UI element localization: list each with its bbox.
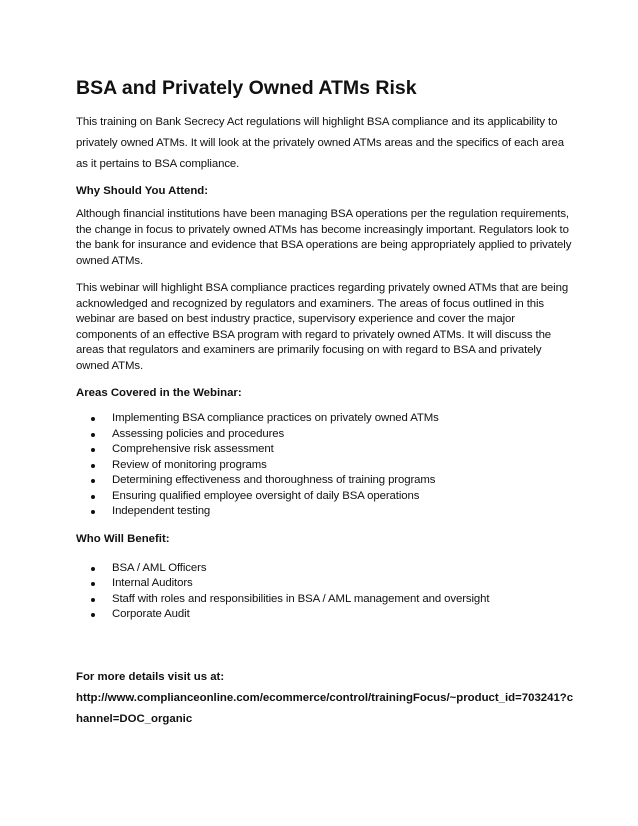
bullet-icon xyxy=(91,433,95,437)
bullet-icon xyxy=(91,582,95,586)
bullet-icon xyxy=(91,598,95,602)
intro-paragraph: This training on Bank Secrecy Act regulations will highlight BSA compliance and its applicability to privately owned ATMs. It will look at the privately owned ATMs areas and the specifics of each area as it pertains to BSA compliance. xyxy=(76,116,564,170)
list-item xyxy=(76,458,576,474)
section-spacer xyxy=(76,635,576,667)
list-item xyxy=(76,411,576,427)
areas-covered-list xyxy=(76,411,576,520)
list-item-text: Review of monitoring programs xyxy=(112,458,267,471)
why-attend-paragraph-2: This webinar will highlight BSA compliance practices regarding privately owned ATMs that are being acknowledged and recognized by regulators and examiners. The areas of focus outlined in this webinar are based on best industry practice, supervisory experience and cover the major components of an effective BSA program with regard to privately owned ATMs. It will discuss the areas that regulators and examiners are primarily focusing on with regard to BSA and privately owned ATMs. xyxy=(76,282,569,372)
why-attend-paragraph-1: Although financial institutions have been managing BSA operations per the regulation requirements, the change in focus to privately owned ATMs has become increasingly important. Regulators look to the bank for insurance and evidence that BSA operations are being appropriately applied to privately owned ATMs. xyxy=(76,208,572,267)
more-details-label: For more details visit us at: xyxy=(76,670,225,683)
list-item-text: Determining effectiveness and thoroughness of training programs xyxy=(112,474,436,486)
who-will-benefit-heading: Who Will Benefit: xyxy=(76,532,170,545)
list-item-text: Assessing policies and procedures xyxy=(112,427,285,440)
why-attend-heading: Why Should You Attend: xyxy=(76,185,209,197)
list-item xyxy=(76,427,576,443)
list-item-text: BSA / AML Officers xyxy=(112,561,207,574)
list-item-text: Staff with roles and responsibilities in BSA / AML management and oversight xyxy=(112,592,490,605)
list-item xyxy=(76,442,576,458)
bullet-icon xyxy=(91,448,95,452)
document-title: BSA and Privately Owned ATMs Risk xyxy=(76,77,417,99)
list-item-text: Implementing BSA compliance practices on privately owned ATMs xyxy=(112,412,439,424)
list-item xyxy=(76,504,576,520)
list-item xyxy=(76,576,576,592)
bullet-icon xyxy=(91,417,95,421)
bullet-icon xyxy=(91,464,95,468)
list-item-text: Internal Auditors xyxy=(112,577,193,589)
bullet-icon xyxy=(91,613,95,617)
list-item-text: Independent testing xyxy=(112,505,211,517)
list-item-text: Ensuring qualified employee oversight of daily BSA operations xyxy=(112,489,420,502)
areas-covered-heading: Areas Covered in the Webinar: xyxy=(76,387,242,399)
list-item-text: Comprehensive risk assessment xyxy=(112,443,274,455)
list-item xyxy=(76,489,576,505)
bullet-icon xyxy=(91,479,95,483)
list-item-text: Corporate Audit xyxy=(112,608,190,620)
bullet-icon xyxy=(91,495,95,499)
bullet-icon xyxy=(91,567,95,571)
list-item xyxy=(76,607,576,623)
document-page xyxy=(76,74,576,730)
bullet-icon xyxy=(91,510,95,514)
list-item xyxy=(76,592,576,608)
more-details-link[interactable]: http://www.complianceonline.com/ecommerce/control/trainingFocus/~product_id=703241?channel=DOC_organic xyxy=(76,691,574,725)
list-item xyxy=(76,561,576,577)
list-item xyxy=(76,473,576,489)
who-will-benefit-list xyxy=(76,561,576,623)
